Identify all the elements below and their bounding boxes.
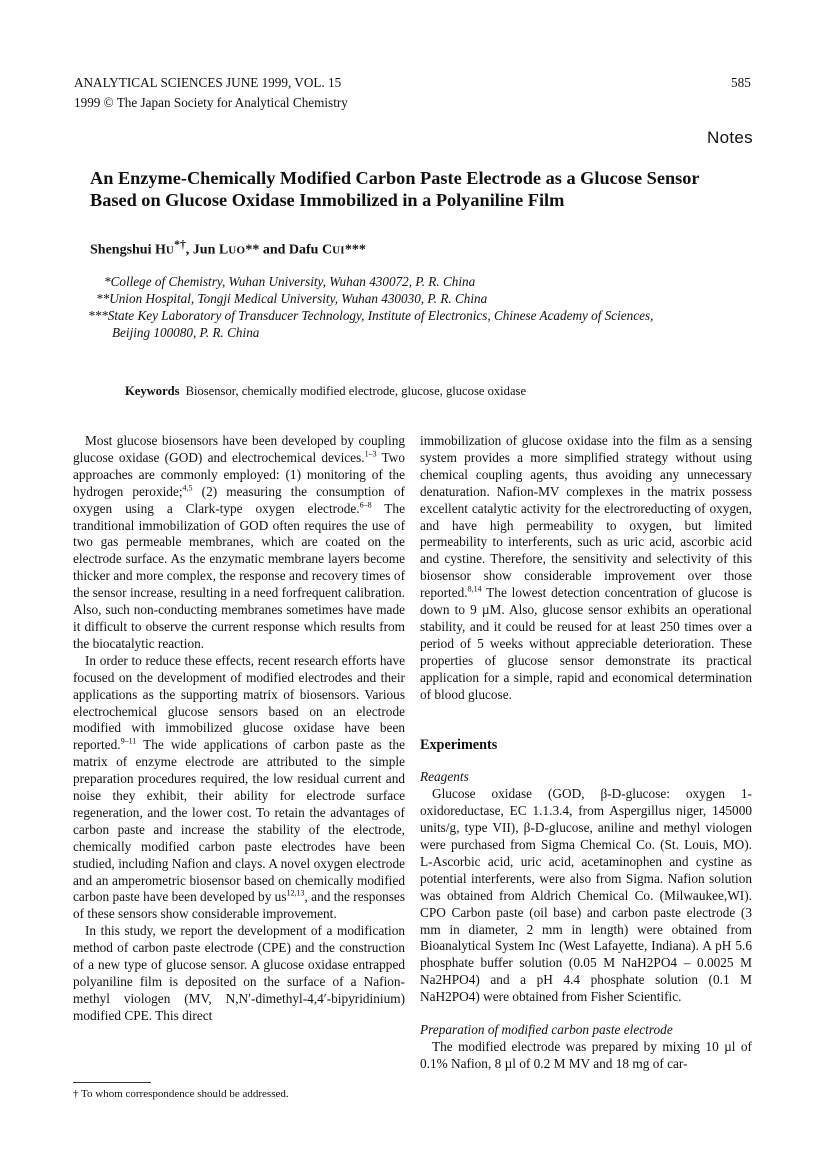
keywords-label: Keywords — [125, 384, 180, 398]
title-line-2: Based on Glucose Oxidase Immobilized in a Polyaniline Film — [90, 190, 565, 210]
paragraph: In order to reduce these effects, recent research efforts have focused on the development of modified electrodes and their applications as the supporting matrix of biosensors. Various electrochemical glucose sensors based on an electrode modified with immobilized glucose oxidase have been reported.$^{9-11}$ The wide applications of carbon paste as the matrix of enzyme electrode are attributed to the simple preparation procedures required, the low residual current and noise they exhibit, their ability for electrode surface regeneration, and the lower cost. To retain the advantages of carbon paste and increase the stability of the electrode, chemically modified carbon paste electrodes have been studied, including Nafion and clays. A novel oxygen electrode and an amperometric biosensor based on chemically modified carbon paste have been developed by us$^{12,13}$, and the responses of these sensors show considerable improvement. — [73, 652, 405, 922]
author-1-smallcaps: U — [165, 244, 175, 257]
paragraph: Glucose oxidase (GOD, β-D-glucose: oxygen 1-oxidoreductase, EC 1.1.3.4, from Aspergillus niger, 145000 units/g, type VII), β-D-glucose, aniline and methyl viologen were purchased from Sigma Chemical Co. (St. Louis, MO). L-Ascorbic acid, uric acid, acetaminophen and cystine as potential interferents, were also from Sigma. Nafion solution was obtained from Aldrich Chemical Co. (Milwaukee,WI). CPO Carbon paste (oil base) and carbon paste electrode (3 mm in diameter, 2 mm in length) were obtained from Bioanalytical System Inc (West Lafayette, Indiana). A pH 5.6 phosphate buffer solution (0.05 M NaH2PO4 – 0.0025 M Na2HPO4) and a pH 4.4 phosphate solution (0.1 M NaH2PO4) were obtained from Fisher Scientific. — [420, 786, 752, 1005]
title-line-1: An Enzyme-Chemically Modified Carbon Paste Electrode as a Glucose Sensor — [90, 168, 700, 188]
paragraph: The modified electrode was prepared by mixing 10 µl of 0.1% Nafion, 8 µl of 0.2 M MV and 18 mg of car- — [420, 1039, 752, 1071]
author-3-smallcaps: UI — [332, 244, 345, 257]
page-number: 585 — [731, 75, 751, 90]
dagger-mark: † — [179, 238, 186, 251]
left-column — [73, 433, 405, 1025]
author-3-mark: *** — [344, 242, 366, 258]
paragraph: immobilization of glucose oxidase into the film as a sensing system provides a more simplified strategy without using chemical coupling agents, thus avoiding any unnecessary denaturation. Nafion-MV complexes in the matrix possess excellent catalytic activity for the electroreducting of oxygen, and have high permeability to oxygen, but limited permeability to interferents, such as uric acid, ascorbic acid and cystine. Therefore, the sensitivity and selectivity of this biosensor show considerable improvement over those reported.$^{8,14}$ The lowest detection concentration of glucose is down to 9 µM. Also, glucose sensor exhibits an operational stability, and it could be reused for at least 250 times over a period of 5 weeks without appreciable deterioration. These properties of glucose sensor demonstrate its practical application for a simple, rapid and economical determination of blood glucose. — [420, 433, 752, 702]
author-1-name: Shengshui H — [90, 242, 166, 258]
subsection-heading: Reagents — [420, 769, 469, 785]
affiliation-3: ***State Key Laboratory of Transducer Technology, Institute of Electronics, Chinese Academy of Sciences, — [88, 308, 654, 323]
paragraph: In this study, we report the development of a modification method of carbon paste electrode (CPE) and the construction of a new type of glucose sensor. A glucose oxidase entrapped polyaniline film is deposited on the surface of a Nafion-methyl viologen (MV, N,N′-dimethyl-4,4′-bipyridinium) modified CPE. This direct — [73, 923, 405, 1023]
keywords — [125, 384, 526, 399]
paper-title — [90, 167, 770, 211]
section-label: Notes — [707, 128, 753, 147]
footnote: † To whom correspondence should be addressed. — [73, 1088, 289, 1100]
section-heading: Experiments — [420, 736, 498, 753]
author-1-mark: * — [174, 238, 180, 251]
subsection-heading: Preparation of modified carbon paste electrode — [420, 1022, 673, 1038]
journal-header: ANALYTICAL SCIENCES JUNE 1999, VOL. 15 — [74, 75, 342, 90]
affiliation-1: *College of Chemistry, Wuhan University, Wuhan 430072, P. R. China — [104, 274, 476, 289]
keywords-text: Biosensor, chemically modified electrode, glucose, glucose oxidase — [185, 384, 527, 398]
right-column — [420, 433, 752, 1073]
footnote-rule — [73, 1082, 151, 1083]
author-2-smallcaps: UO — [228, 244, 246, 257]
paragraph: Most glucose biosensors have been developed by coupling glucose oxidase (GOD) and electrochemical devices.$^{1-3}$ Two approaches are commonly employed: (1) monitoring of the hydrogen peroxide;$^{4,5}$ (2) measuring the consumption of oxygen using a Clark-type oxygen electrode.$^{6-8}$ The tranditional immobilization of GOD often requires the use of two gas permeable membranes, which are coated on the electrode surface. As the enzymatic membrane layers become thicker and more complex, the response and recovery times of the sensor increase, resulting in a need forfrequent calibration. Also, such non-conducting membranes sometimes have made it difficult to observe the current response which results from the biocatalytic reaction. — [73, 433, 406, 651]
authors-line — [90, 238, 366, 259]
author-2-mark: ** and Dafu C — [245, 242, 333, 258]
author-2-name: , Jun L — [185, 242, 229, 258]
affiliation-3-cont: Beijing 100080, P. R. China — [112, 325, 260, 340]
copyright-line: 1999 © The Japan Society for Analytical Chemistry — [74, 95, 348, 110]
affiliation-2: **Union Hospital, Tongji Medical University, Wuhan 430030, P. R. China — [96, 291, 488, 306]
